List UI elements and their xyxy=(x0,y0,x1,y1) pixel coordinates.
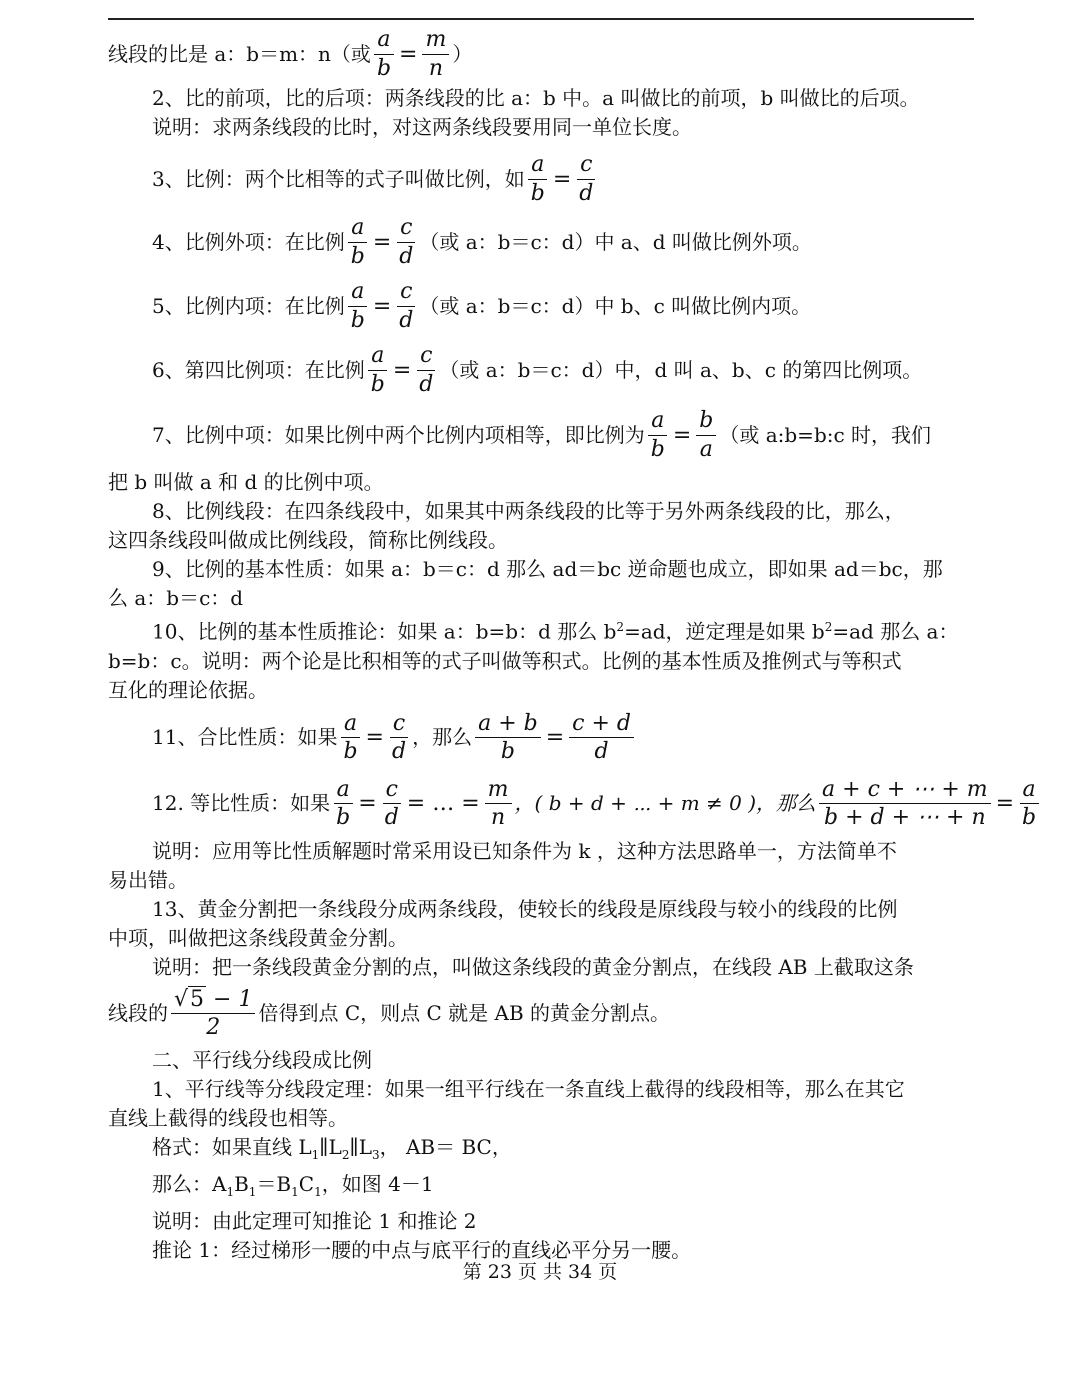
text: C xyxy=(298,1171,315,1196)
text: =ad 那么 a： xyxy=(832,619,959,644)
fraction-denominator: b xyxy=(350,307,365,333)
fraction-numerator: a xyxy=(368,344,387,370)
fraction-numerator: c xyxy=(397,280,415,306)
text: （或 a：b＝c：d）中 b、c 叫做比例内项。 xyxy=(419,293,812,318)
fraction-denominator: n xyxy=(491,805,506,831)
corollary-1: 推论 1：经过梯形一腰的中点与底平行的直线必平分另一腰。 xyxy=(152,1237,692,1262)
item-12-note: 说明：应用等比性质解题时常采用设已知条件为 k ，这种方法思路单一，方法简单不 xyxy=(152,838,897,863)
theorem-1-cont: 直线上截得的线段也相等。 xyxy=(108,1105,348,1130)
item-3 xyxy=(108,148,974,210)
fraction-denominator: 2 xyxy=(206,1015,221,1041)
text: 12. 等比性质：如果 xyxy=(152,791,331,816)
fraction-denominator: d xyxy=(391,739,407,765)
text: （或 a:b=b:c 时，我们 xyxy=(719,422,932,447)
equals-sign: = xyxy=(392,357,412,383)
fraction-numerator: a + b xyxy=(475,712,541,738)
item-10-cont2: 互化的理论依据。 xyxy=(108,677,268,702)
item-2: 2、比的前项，比的后项：两条线段的比 a：b 中。a 叫做比的前项，b 叫做比的后项。 xyxy=(152,86,920,110)
text: 6、第四比例项：在比例 xyxy=(152,357,365,382)
item-5 xyxy=(108,274,974,338)
text: 10、比例的基本性质推论：如果 a：b=b：d 那么 b xyxy=(152,619,617,644)
fraction-numerator: a xyxy=(528,153,547,179)
item-4 xyxy=(108,210,974,274)
text: 线段的比是 a：b＝m：n（或 xyxy=(108,41,371,66)
fraction-numerator: a xyxy=(348,216,367,242)
superscript: 2 xyxy=(824,620,833,634)
text: 那么：A xyxy=(152,1171,227,1196)
fraction-denominator: d xyxy=(419,371,434,397)
text: ，那么 xyxy=(412,725,473,750)
fraction-denominator: b xyxy=(1022,805,1037,831)
text: 5、比例内项：在比例 xyxy=(152,293,345,318)
fraction-denominator: b xyxy=(336,805,351,831)
item-7 xyxy=(108,402,974,468)
condition-text: ，( b + d + ⋯ + m ≠ 0 )，那么 xyxy=(514,791,817,816)
ratio-definition-line xyxy=(108,24,974,84)
text: ∥L xyxy=(349,1134,372,1159)
fraction-numerator: a xyxy=(348,280,367,306)
document-page xyxy=(108,24,1037,1265)
item-9: 9、比例的基本性质：如果 a：b＝c：d 那么 ad＝bc 逆命题也成立，即如果 ad＝bc，那 xyxy=(152,557,943,581)
ellipsis-equals: = … = xyxy=(406,791,480,817)
fraction-denominator: d xyxy=(399,243,414,269)
fraction-numerator: c + d xyxy=(569,712,634,738)
fraction-denominator: b xyxy=(370,371,385,397)
theorem-1: 1、平行线等分线段定理：如果一组平行线在一条直线上截得的线段相等，那么在其它 xyxy=(152,1076,905,1101)
fraction-numerator: a xyxy=(648,409,667,435)
fraction-denominator: b xyxy=(376,55,392,81)
fraction-denominator: d xyxy=(384,805,399,831)
fraction-denominator: n xyxy=(428,55,443,81)
page-footer: 第 23 页 共 34 页 xyxy=(462,1261,618,1283)
fraction-denominator: a xyxy=(699,436,713,462)
radicand: 5 xyxy=(190,987,205,1013)
fraction-denominator: d xyxy=(579,180,594,206)
fraction-numerator: c xyxy=(397,216,415,242)
item-8: 8、比例线段：在四条线段中，如果其中两条线段的比等于另外两条线段的比，那么， xyxy=(152,499,905,523)
item-6 xyxy=(108,338,974,402)
fraction-denominator: b xyxy=(500,739,515,765)
item-12-note-cont: 易出错。 xyxy=(108,867,188,892)
text: 格式：如果直线 L xyxy=(152,1134,312,1159)
section-heading: 二、平行线分线段成比例 xyxy=(152,1047,372,1072)
item-7-cont: 把 b 叫做 a 和 d 的比例中项。 xyxy=(108,470,384,494)
text: 11、合比性质：如果 xyxy=(152,725,338,750)
fraction-numerator: a xyxy=(1020,778,1039,804)
text: ， AB＝ BC， xyxy=(379,1134,512,1159)
item-11 xyxy=(108,705,974,771)
text: B xyxy=(234,1171,249,1196)
radical-sign: √ xyxy=(174,987,189,1013)
top-rule xyxy=(108,18,974,20)
fraction-denominator: b xyxy=(350,243,365,269)
item-9-cont: 么 a：b＝c：d xyxy=(108,586,244,610)
subscript: 1 xyxy=(248,1184,257,1199)
subscript: 3 xyxy=(371,1147,380,1162)
text: 线段的 xyxy=(108,1001,168,1026)
equals-sign: = xyxy=(358,791,377,817)
text: =ad，逆定理是如果 b xyxy=(624,619,825,644)
text: 7、比例中项：如果比例中两个比例内项相等，即比例为 xyxy=(152,422,645,447)
superscript: 2 xyxy=(616,620,625,634)
fraction-numerator: c xyxy=(390,712,408,738)
format-line xyxy=(108,1133,974,1170)
text: （或 a：b＝c：d）中，d 叫 a、b、c 的第四比例项。 xyxy=(439,357,923,382)
text: 4、比例外项：在比例 xyxy=(152,229,345,254)
fraction-numerator: a + c + ⋯ + m xyxy=(819,778,991,804)
minus-one: − 1 xyxy=(213,987,253,1013)
fraction-numerator: c xyxy=(383,778,401,804)
item-10 xyxy=(108,613,974,647)
note-line: 说明：求两条线段的比时，对这两条线段要用同一单位长度。 xyxy=(152,115,692,139)
text: 倍得到点 C，则点 C 就是 AB 的黄金分割点。 xyxy=(258,1001,671,1026)
item-13-note: 说明：把一条线段黄金分割的点，叫做这条线段的黄金分割点，在线段 AB 上截取这条 xyxy=(152,954,914,979)
fraction-numerator: m xyxy=(422,28,449,54)
fraction-numerator: c xyxy=(417,344,435,370)
item-13-cont: 中项，叫做把这条线段黄金分割。 xyxy=(108,925,408,950)
fraction-denominator: d xyxy=(594,739,609,765)
fraction-denominator: b xyxy=(530,180,545,206)
text: 3、比例：两个比相等的式子叫做比例，如 xyxy=(152,166,525,191)
equals-sign: = xyxy=(995,791,1015,817)
fraction-numerator: m xyxy=(485,778,512,804)
subscript: 1 xyxy=(314,1184,322,1199)
item-12 xyxy=(108,771,1037,837)
equals-sign: = xyxy=(545,725,565,751)
fraction-numerator: a xyxy=(341,712,360,738)
subscript: 1 xyxy=(311,1147,320,1162)
text: ） xyxy=(452,41,473,66)
equals-sign: = xyxy=(365,725,384,751)
golden-ratio-line xyxy=(108,982,974,1046)
equals-sign: = xyxy=(372,293,392,319)
subscript: 2 xyxy=(341,1147,350,1162)
item-13: 13、黄金分割把一条线段分成两条线段，使较长的线段是原线段与较小的线段的比例 xyxy=(152,896,898,921)
equals-sign: = xyxy=(552,166,572,192)
fraction-denominator: b xyxy=(343,739,358,765)
equals-sign: = xyxy=(399,41,418,67)
equals-sign: = xyxy=(672,422,692,448)
text: ，如图 4－1 xyxy=(321,1171,434,1196)
fraction-denominator: b xyxy=(650,436,665,462)
note-corollaries: 说明：由此定理可知推论 1 和推论 2 xyxy=(152,1208,477,1233)
item-8-cont: 这四条线段叫做成比例线段，简称比例线段。 xyxy=(108,528,508,552)
text: ∥L xyxy=(319,1134,342,1159)
then-line xyxy=(108,1170,974,1207)
fraction-numerator: c xyxy=(577,153,595,179)
fraction-numerator: b xyxy=(696,409,716,435)
text: ＝B xyxy=(256,1171,292,1196)
text: （或 a：b＝c：d）中 a、d 叫做比例外项。 xyxy=(419,229,812,254)
subscript: 1 xyxy=(226,1184,235,1199)
fraction-numerator: a xyxy=(374,28,393,54)
fraction-denominator: d xyxy=(399,307,414,333)
item-10-cont: b=b：c。说明：两个论是比积相等的式子叫做等积式。比例的基本性质及推例式与等积式 xyxy=(108,648,902,673)
subscript: 1 xyxy=(291,1184,299,1199)
fraction-numerator: a xyxy=(334,778,353,804)
equals-sign: = xyxy=(372,229,392,255)
fraction-denominator: b + d + ⋯ + n xyxy=(824,805,986,831)
fraction-numerator xyxy=(171,988,255,1014)
